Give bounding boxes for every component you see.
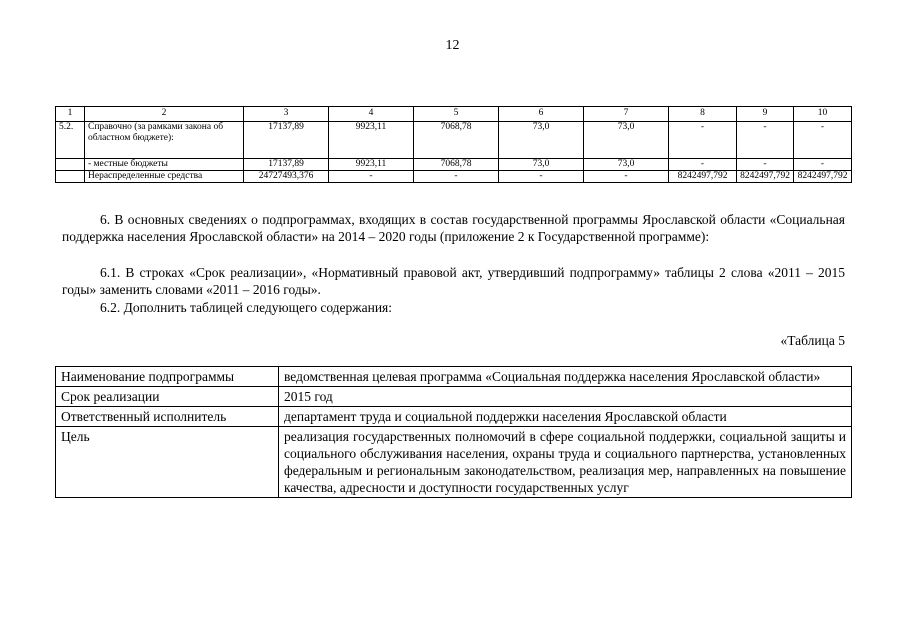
row-label: Ответственный исполнитель <box>56 407 279 427</box>
cell-col5: 7068,78 <box>414 159 499 171</box>
cell-col4: 9923,11 <box>329 159 414 171</box>
row-label: Цель <box>56 427 279 498</box>
header-cell: 5 <box>414 107 499 122</box>
cell-col9: - <box>737 159 794 171</box>
table-row <box>56 171 852 183</box>
cell-col6: - <box>499 171 584 183</box>
row-name: Справочно (за рамками закона об областном бюджете): <box>85 122 244 159</box>
row-value: реализация государственных полномочий в сфере социальной поддержки, социальной защиты и социального обслуживания населения, охраны труда и социального партнерства, установленных федеральным и региональным законодательством, реализация мер, направленных на повышение качества, адресности и доступности государственных услуг <box>279 427 852 498</box>
paragraph-6-2: 6.2. Дополнить таблицей следующего содержания: <box>100 300 393 315</box>
row-label: Срок реализации <box>56 387 279 407</box>
cell-col7: 73,0 <box>584 159 669 171</box>
table-row <box>56 367 852 387</box>
cell-col8: - <box>669 159 737 171</box>
cell-col5: - <box>414 171 499 183</box>
cell-col8: 8242497,792 <box>669 171 737 183</box>
row-name: Нераспределенные средства <box>85 171 244 183</box>
paragraph-6-1: 6.1. В строках «Срок реализации», «Нормативный правовой акт, утвердивший подпрограмму» таблицы 2 слова «2011 – 2015 годы» заменить словами «2011 – 2016 годы». <box>62 265 845 297</box>
header-cell: 4 <box>329 107 414 122</box>
header-cell: 6 <box>499 107 584 122</box>
table-row <box>56 387 852 407</box>
cell-col5: 7068,78 <box>414 122 499 159</box>
cell-col7: 73,0 <box>584 122 669 159</box>
cell-col6: 73,0 <box>499 122 584 159</box>
row-name: - местные бюджеты <box>85 159 244 171</box>
table-row <box>56 427 852 498</box>
row-value: департамент труда и социальной поддержки населения Ярославской области <box>279 407 852 427</box>
row-number <box>56 171 85 183</box>
cell-col6: 73,0 <box>499 159 584 171</box>
row-number: 5.2. <box>56 122 85 159</box>
row-number <box>56 159 85 171</box>
cell-col3: 17137,89 <box>244 122 329 159</box>
cell-col10: - <box>794 122 852 159</box>
table-row <box>56 159 852 171</box>
header-cell: 7 <box>584 107 669 122</box>
table-header-row <box>56 107 852 122</box>
page-number: 12 <box>445 38 460 53</box>
header-cell: 1 <box>56 107 85 122</box>
subprogram-table <box>55 366 852 498</box>
header-cell: 9 <box>737 107 794 122</box>
header-cell: 3 <box>244 107 329 122</box>
cell-col10: - <box>794 159 852 171</box>
table-5-caption: «Таблица 5 <box>780 333 845 348</box>
cell-col4: 9923,11 <box>329 122 414 159</box>
header-cell: 8 <box>669 107 737 122</box>
cell-col9: 8242497,792 <box>737 171 794 183</box>
paragraph-6: 6. В основных сведениях о подпрограммах, входящих в состав государственной программы Ярославской области «Социальная поддержка населения Ярославской области» на 2014 – 2020 годы (приложение 2 к Государственной программе): <box>62 212 845 244</box>
cell-col7: - <box>584 171 669 183</box>
cell-col4: - <box>329 171 414 183</box>
table-row <box>56 122 852 159</box>
cell-col10: 8242497,792 <box>794 171 852 183</box>
cell-col3: 17137,89 <box>244 159 329 171</box>
budget-table <box>55 106 852 183</box>
row-label: Наименование подпрограммы <box>56 367 279 387</box>
cell-col8: - <box>669 122 737 159</box>
row-value: 2015 год <box>279 387 852 407</box>
cell-col3: 24727493,376 <box>244 171 329 183</box>
header-cell: 2 <box>85 107 244 122</box>
row-value: ведомственная целевая программа «Социальная поддержка населения Ярославской области» <box>279 367 852 387</box>
header-cell: 10 <box>794 107 852 122</box>
cell-col9: - <box>737 122 794 159</box>
table-row <box>56 407 852 427</box>
